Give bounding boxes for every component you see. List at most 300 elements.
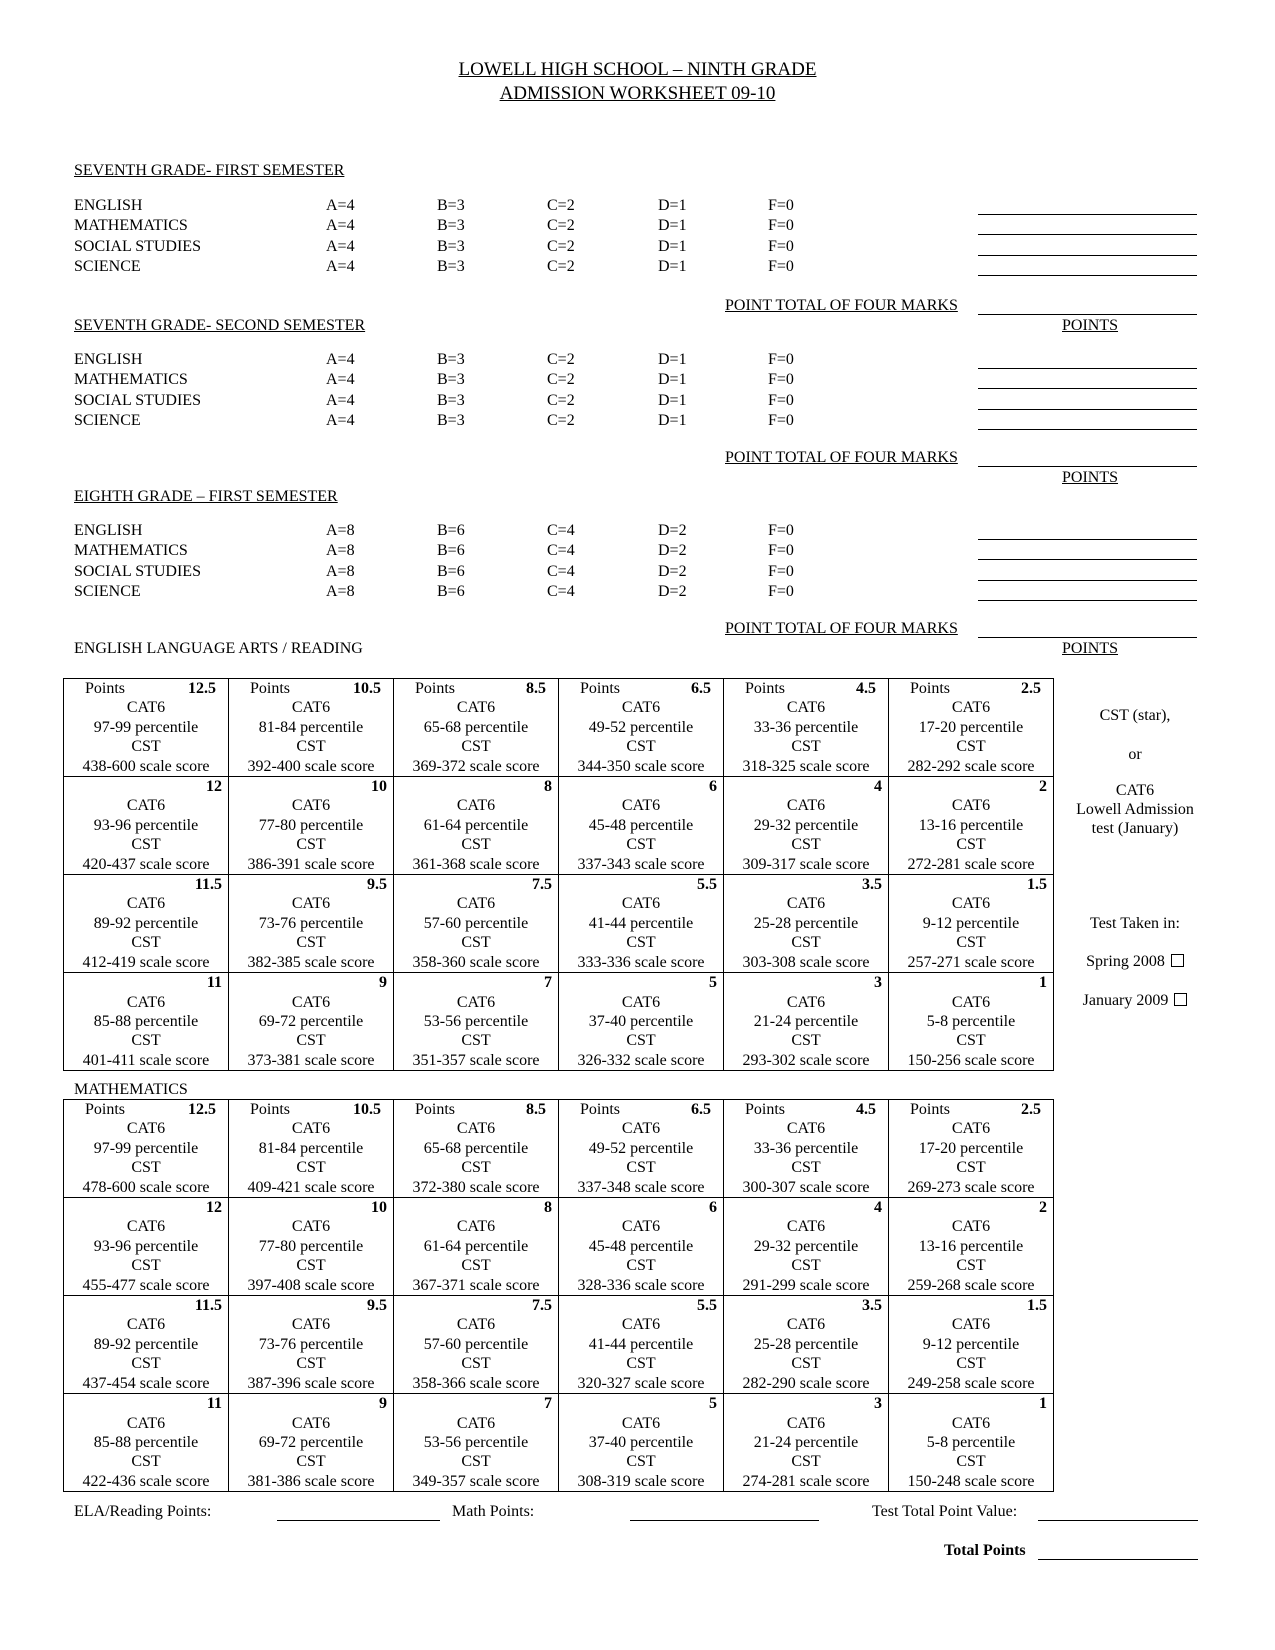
cst-text: CST <box>131 1159 161 1177</box>
cst-text: CST <box>956 1355 986 1373</box>
cst-text: CST <box>131 1453 161 1471</box>
score-cell <box>394 1198 559 1296</box>
grade-entry-field[interactable] <box>978 255 1197 256</box>
scale-score-text: 282-292 scale score <box>907 757 1035 775</box>
subject-label: MATHEMATICS <box>74 371 188 389</box>
cat6-text: CAT6 <box>456 1414 496 1432</box>
score-cell <box>724 875 889 973</box>
cell-header <box>70 1296 222 1315</box>
percentile-text: 13-16 percentile <box>918 816 1024 834</box>
percentile-text: 77-80 percentile <box>258 1237 364 1255</box>
grade-mark: B=3 <box>437 391 465 409</box>
points-word: Points <box>580 680 621 697</box>
percentile-text: 29-32 percentile <box>753 1237 859 1255</box>
grade-mark: D=2 <box>658 562 687 580</box>
cat6-text: CAT6 <box>126 993 166 1011</box>
scale-score-text: 455-477 scale score <box>82 1276 210 1294</box>
grade-mark: F=0 <box>768 562 794 580</box>
cat6-text: CAT6 <box>621 1218 661 1236</box>
grade-mark: A=8 <box>326 542 355 560</box>
cat6-text: CAT6 <box>621 1120 661 1138</box>
points-value: 2 <box>1039 778 1047 796</box>
grade-entry-field[interactable] <box>978 600 1197 601</box>
scale-score-text: 438-600 scale score <box>82 757 210 775</box>
score-cell <box>229 777 394 875</box>
scale-score-text: 478-600 scale score <box>82 1178 210 1196</box>
grade-mark: C=4 <box>547 582 575 600</box>
math-points-label: Math Points: <box>452 1503 535 1520</box>
points-value: 8 <box>544 1199 552 1217</box>
cst-text: CST <box>296 738 326 756</box>
cat6-text: CAT6 <box>456 1120 496 1138</box>
total-points-field[interactable] <box>1038 1559 1198 1560</box>
cst-text: CST <box>131 1032 161 1050</box>
score-cell <box>559 1198 724 1296</box>
percentile-text: 81-84 percentile <box>258 718 364 736</box>
cell-header <box>400 1100 552 1119</box>
score-cell <box>724 973 889 1071</box>
grade-mark: F=0 <box>768 582 794 600</box>
cat6-text: CAT6 <box>456 993 496 1011</box>
cat6-text: CAT6 <box>456 699 496 717</box>
subject-label: SCIENCE <box>74 582 141 600</box>
percentile-text: 45-48 percentile <box>588 816 694 834</box>
points-word: Points <box>85 680 126 697</box>
grade-mark: F=0 <box>768 197 794 214</box>
cat6-text: CAT6 <box>291 797 331 815</box>
score-cell <box>559 777 724 875</box>
points-value: 6.5 <box>691 680 711 697</box>
cell-header <box>235 1100 387 1119</box>
subject-label: SOCIAL STUDIES <box>74 237 201 255</box>
cell-header <box>730 875 882 894</box>
cst-text: CST <box>461 738 491 756</box>
cst-text: CST <box>956 1032 986 1050</box>
score-cell <box>889 777 1054 875</box>
scale-score-text: 309-317 scale score <box>742 855 870 873</box>
cst-text: CST <box>296 1453 326 1471</box>
ela-points-field[interactable] <box>277 1520 440 1521</box>
score-row <box>64 973 1054 1071</box>
percentile-text: 93-96 percentile <box>93 816 199 834</box>
cat6-text: CAT6 <box>291 1218 331 1236</box>
grade-mark: F=0 <box>768 391 794 409</box>
percentile-text: 33-36 percentile <box>753 1139 859 1157</box>
grade-mark: A=4 <box>326 371 355 389</box>
cell-header <box>400 777 552 796</box>
points-value: 2 <box>1039 1199 1047 1217</box>
percentile-text: 49-52 percentile <box>588 718 694 736</box>
math-heading: MATHEMATICS <box>74 1081 188 1098</box>
cst-text: CST <box>131 1257 161 1275</box>
cst-text: CST <box>461 836 491 854</box>
points-label: POINTS <box>1062 469 1119 486</box>
points-value: 12.5 <box>188 1101 216 1118</box>
score-cell <box>394 875 559 973</box>
score-cell <box>724 1394 889 1492</box>
cat6-text: CAT6 <box>951 895 991 913</box>
grade-entry-field[interactable] <box>978 275 1197 276</box>
points-word: Points <box>910 680 951 697</box>
cat6-text: CAT6 <box>126 895 166 913</box>
points-value: 5.5 <box>697 1297 717 1315</box>
scale-score-text: 344-350 scale score <box>577 757 705 775</box>
grade-mark: B=6 <box>437 562 465 580</box>
scale-score-text: 437-454 scale score <box>82 1374 210 1392</box>
grade-mark: C=2 <box>547 217 575 235</box>
cell-header <box>235 679 387 698</box>
point-total-label: POINT TOTAL OF FOUR MARKS <box>725 297 958 314</box>
test-january-label: test (January) <box>1091 820 1179 837</box>
cell-header <box>70 973 222 992</box>
percentile-text: 5-8 percentile <box>926 1012 1016 1030</box>
test-total-label: Test Total Point Value: <box>872 1503 1018 1520</box>
cat6-text: CAT6 <box>951 993 991 1011</box>
grade-mark: D=2 <box>658 542 687 560</box>
score-cell <box>889 1394 1054 1492</box>
points-value: 6 <box>709 778 717 796</box>
cell-header <box>730 1100 882 1119</box>
grade-mark: D=1 <box>658 391 687 409</box>
cat6-text: CAT6 <box>786 1218 826 1236</box>
points-word: Points <box>910 1101 951 1118</box>
scale-score-text: 387-396 scale score <box>247 1374 375 1392</box>
cell-header <box>895 875 1047 894</box>
cat6-text: CAT6 <box>126 1414 166 1432</box>
grade-mark: A=4 <box>326 391 355 409</box>
scale-score-text: 358-360 scale score <box>412 953 540 971</box>
cst-text: CST <box>626 1032 656 1050</box>
cst-text: CST <box>791 1032 821 1050</box>
point-total-field[interactable] <box>978 466 1197 467</box>
subject-label: SCIENCE <box>74 411 141 429</box>
cat6-text: CAT6 <box>951 1218 991 1236</box>
cst-text: CST <box>461 1159 491 1177</box>
score-row <box>64 1296 1054 1394</box>
grade-entry-field[interactable] <box>978 429 1197 430</box>
percentile-text: 49-52 percentile <box>588 1139 694 1157</box>
grade-entry-field[interactable] <box>978 409 1197 410</box>
grade-mark: D=1 <box>658 371 687 389</box>
score-cell <box>64 973 229 1071</box>
score-cell <box>559 875 724 973</box>
cat6-text: CAT6 <box>951 797 991 815</box>
cat6-text: CAT6 <box>126 1218 166 1236</box>
points-word: Points <box>580 1101 621 1118</box>
score-cell <box>64 679 229 777</box>
points-value: 1.5 <box>1027 876 1047 894</box>
score-cell <box>559 973 724 1071</box>
grade-mark: A=4 <box>326 351 355 368</box>
cat6-text: CAT6 <box>456 797 496 815</box>
cst-text: CST <box>296 1257 326 1275</box>
points-value: 7 <box>544 974 552 992</box>
scale-score-text: 420-437 scale score <box>82 855 210 873</box>
scale-score-text: 337-348 scale score <box>577 1178 705 1196</box>
cst-text: CST <box>956 1453 986 1471</box>
score-cell <box>229 1198 394 1296</box>
cell-header <box>235 875 387 894</box>
cst-text: CST <box>461 1257 491 1275</box>
cell-header <box>895 1100 1047 1119</box>
cell-header <box>730 973 882 992</box>
grade-mark: C=2 <box>547 371 575 389</box>
points-value: 9 <box>379 1395 387 1413</box>
points-value: 1 <box>1039 1395 1047 1413</box>
score-cell <box>889 875 1054 973</box>
cell-header <box>70 875 222 894</box>
points-word: Points <box>250 1101 291 1118</box>
cst-text: CST <box>956 1159 986 1177</box>
scale-score-text: 367-371 scale score <box>412 1276 540 1294</box>
cst-text: CST <box>956 836 986 854</box>
grade-mark: B=6 <box>437 542 465 560</box>
cst-text: CST <box>626 1453 656 1471</box>
scale-score-text: 320-327 scale score <box>577 1374 705 1392</box>
cst-text: CST <box>461 1453 491 1471</box>
cst-text: CST <box>626 934 656 952</box>
percentile-text: 65-68 percentile <box>423 718 529 736</box>
scale-score-text: 372-380 scale score <box>412 1178 540 1196</box>
cst-text: CST <box>626 1257 656 1275</box>
scale-score-text: 293-302 scale score <box>742 1051 870 1069</box>
score-cell <box>889 1198 1054 1296</box>
january-2009-option[interactable] <box>1055 991 1215 1010</box>
grade-mark: F=0 <box>768 542 794 560</box>
percentile-text: 5-8 percentile <box>926 1433 1016 1451</box>
scale-score-text: 272-281 scale score <box>907 855 1035 873</box>
grade-mark: C=4 <box>547 542 575 560</box>
percentile-text: 77-80 percentile <box>258 816 364 834</box>
scale-score-text: 274-281 scale score <box>742 1472 870 1490</box>
test-total-field[interactable] <box>1038 1520 1198 1521</box>
cst-star-label: CST (star), <box>1099 707 1171 724</box>
grade-mark: A=4 <box>326 257 355 275</box>
score-cell <box>394 1394 559 1492</box>
grade-mark: D=1 <box>658 351 687 368</box>
math-points-field[interactable] <box>630 1520 819 1521</box>
cell-header <box>565 1394 717 1413</box>
score-cell <box>889 679 1054 777</box>
cst-text: CST <box>626 738 656 756</box>
cell-header <box>235 1296 387 1315</box>
cell-header <box>235 777 387 796</box>
spring-2008-checkbox[interactable] <box>1171 954 1184 967</box>
points-value: 4.5 <box>856 680 876 697</box>
score-cell <box>559 1394 724 1492</box>
points-word: Points <box>415 1101 456 1118</box>
grade-entry-field[interactable] <box>978 559 1197 560</box>
score-cell <box>64 1198 229 1296</box>
cat6-text: CAT6 <box>291 1414 331 1432</box>
points-value: 3 <box>874 974 882 992</box>
points-value: 3.5 <box>862 1297 882 1315</box>
cat6-text: CAT6 <box>621 1316 661 1334</box>
score-cell <box>559 1296 724 1394</box>
score-row <box>64 1100 1054 1198</box>
cat6-text: CAT6 <box>291 699 331 717</box>
grade-entry-field[interactable] <box>978 580 1197 581</box>
score-cell <box>394 1296 559 1394</box>
points-value: 10 <box>371 778 387 796</box>
cat6-text: CAT6 <box>786 993 826 1011</box>
cell-header <box>895 1394 1047 1413</box>
grade-mark: C=2 <box>547 237 575 255</box>
scale-score-text: 412-419 scale score <box>82 953 210 971</box>
percentile-text: 45-48 percentile <box>588 1237 694 1255</box>
points-value: 5 <box>709 974 717 992</box>
cat6-text: CAT6 <box>786 1316 826 1334</box>
cell-header <box>70 1394 222 1413</box>
points-value: 4 <box>874 778 882 796</box>
cell-header <box>235 1394 387 1413</box>
percentile-text: 57-60 percentile <box>423 1335 529 1353</box>
scale-score-text: 291-299 scale score <box>742 1276 870 1294</box>
score-cell <box>229 1296 394 1394</box>
scale-score-text: 337-343 scale score <box>577 855 705 873</box>
score-cell <box>724 777 889 875</box>
points-value: 10.5 <box>353 680 381 697</box>
percentile-text: 29-32 percentile <box>753 816 859 834</box>
scale-score-text: 392-400 scale score <box>247 757 375 775</box>
grade-entry-field[interactable] <box>978 388 1197 389</box>
cat6-text: CAT6 <box>291 993 331 1011</box>
percentile-text: 41-44 percentile <box>588 1335 694 1353</box>
page-title: LOWELL HIGH SCHOOL – NINTH GRADE <box>458 59 817 80</box>
percentile-text: 85-88 percentile <box>93 1012 199 1030</box>
score-cell <box>724 679 889 777</box>
cell-header <box>70 679 222 698</box>
points-value: 9.5 <box>367 1297 387 1315</box>
cell-header <box>895 777 1047 796</box>
point-total-field[interactable] <box>978 637 1197 638</box>
ela-heading: ENGLISH LANGUAGE ARTS / READING <box>74 640 363 657</box>
grade-mark: B=6 <box>437 582 465 600</box>
points-word: Points <box>415 680 456 697</box>
cst-text: CST <box>461 934 491 952</box>
cat6-text: CAT6 <box>786 797 826 815</box>
score-cell <box>64 1394 229 1492</box>
cst-text: CST <box>791 1257 821 1275</box>
cat6-text: CAT6 <box>126 1316 166 1334</box>
scale-score-text: 333-336 scale score <box>577 953 705 971</box>
percentile-text: 61-64 percentile <box>423 816 529 834</box>
january-2009-checkbox[interactable] <box>1174 993 1187 1006</box>
cat6-text: CAT6 <box>621 797 661 815</box>
grade-mark: F=0 <box>768 237 794 255</box>
percentile-text: 21-24 percentile <box>753 1433 859 1451</box>
scale-score-text: 150-256 scale score <box>907 1051 1035 1069</box>
score-cell <box>229 1394 394 1492</box>
scale-score-text: 382-385 scale score <box>247 953 375 971</box>
percentile-text: 97-99 percentile <box>93 718 199 736</box>
cst-text: CST <box>791 934 821 952</box>
cst-text: CST <box>296 934 326 952</box>
points-value: 5 <box>709 1395 717 1413</box>
points-value: 10.5 <box>353 1101 381 1118</box>
cell-header <box>400 973 552 992</box>
grade-entry-field[interactable] <box>978 234 1197 235</box>
grade-mark: B=3 <box>437 197 465 214</box>
cst-text: CST <box>956 934 986 952</box>
cell-header <box>565 679 717 698</box>
percentile-text: 9-12 percentile <box>922 914 1020 932</box>
cat6-text: CAT6 <box>621 993 661 1011</box>
points-word: Points <box>250 680 291 697</box>
scale-score-text: 300-307 scale score <box>742 1178 870 1196</box>
percentile-text: 57-60 percentile <box>423 914 529 932</box>
cell-header <box>70 777 222 796</box>
cell-header <box>400 1198 552 1217</box>
score-cell <box>229 973 394 1071</box>
cst-text: CST <box>626 1159 656 1177</box>
scale-score-text: 401-411 scale score <box>82 1051 210 1069</box>
scale-score-text: 328-336 scale score <box>577 1276 705 1294</box>
cat6-text: CAT6 <box>456 1218 496 1236</box>
cst-text: CST <box>461 1032 491 1050</box>
grade-mark: A=4 <box>326 411 355 429</box>
cell-header <box>730 1198 882 1217</box>
points-value: 6 <box>709 1199 717 1217</box>
cst-text: CST <box>791 1453 821 1471</box>
cat6-text: CAT6 <box>786 1120 826 1138</box>
grade-mark: F=0 <box>768 411 794 429</box>
percentile-text: 13-16 percentile <box>918 1237 1024 1255</box>
scale-score-text: 373-381 scale score <box>247 1051 375 1069</box>
scale-score-text: 349-357 scale score <box>412 1472 540 1490</box>
percentile-text: 73-76 percentile <box>258 1335 364 1353</box>
points-value: 12.5 <box>188 680 216 697</box>
percentile-text: 69-72 percentile <box>258 1012 364 1030</box>
points-value: 10 <box>371 1199 387 1217</box>
section-heading: SEVENTH GRADE- SECOND SEMESTER <box>74 317 366 334</box>
cst-text: CST <box>131 738 161 756</box>
cat6-text: CAT6 <box>951 1316 991 1334</box>
points-value: 2.5 <box>1021 680 1041 697</box>
points-value: 8.5 <box>526 680 546 697</box>
grade-mark: D=1 <box>658 237 687 255</box>
points-value: 9.5 <box>367 876 387 894</box>
grade-entry-field[interactable] <box>978 539 1197 540</box>
points-value: 11.5 <box>194 1297 222 1315</box>
grade-entry-field[interactable] <box>978 368 1197 369</box>
score-cell <box>229 875 394 973</box>
spring-2008-label: Spring 2008 <box>1086 953 1165 970</box>
cst-text: CST <box>791 1355 821 1373</box>
cell-header <box>730 679 882 698</box>
grade-mark: B=3 <box>437 371 465 389</box>
cst-text: CST <box>296 836 326 854</box>
grade-mark: B=3 <box>437 351 465 368</box>
test-taken-label: Test Taken in: <box>1090 915 1180 932</box>
score-cell <box>64 1296 229 1394</box>
subject-label: SOCIAL STUDIES <box>74 562 201 580</box>
grade-mark: D=1 <box>658 217 687 235</box>
point-total-field[interactable] <box>978 314 1197 315</box>
grade-entry-field[interactable] <box>978 214 1197 215</box>
cat6-text: CAT6 <box>291 895 331 913</box>
points-value: 7.5 <box>532 876 552 894</box>
subject-label: SOCIAL STUDIES <box>74 391 201 409</box>
spring-2008-option[interactable] <box>1055 952 1215 971</box>
points-value: 1.5 <box>1027 1297 1047 1315</box>
lowell-admission-label: Lowell Admission <box>1076 801 1194 818</box>
cell-header <box>400 1394 552 1413</box>
percentile-text: 93-96 percentile <box>93 1237 199 1255</box>
cst-text: CST <box>626 836 656 854</box>
cell-header <box>565 777 717 796</box>
cell-header <box>895 679 1047 698</box>
